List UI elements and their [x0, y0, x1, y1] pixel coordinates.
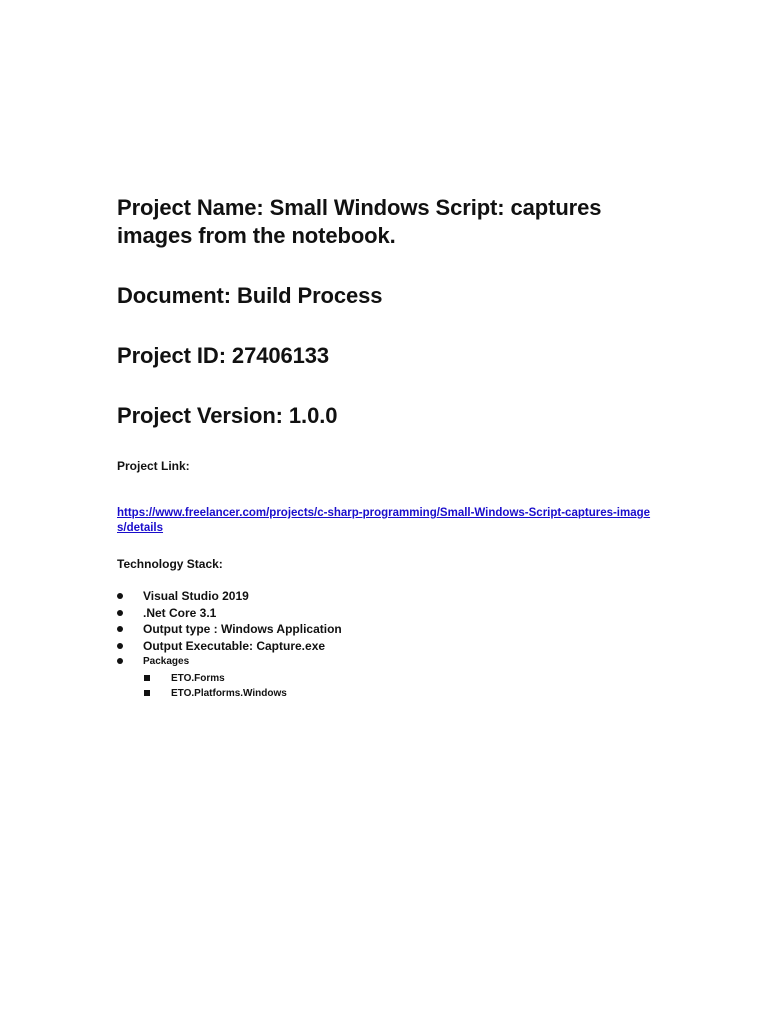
stack-item-label: Output Executable: Capture.exe — [143, 638, 326, 653]
stack-item-label: .Net Core 3.1 — [143, 605, 217, 620]
technology-stack-label: Technology Stack: — [117, 557, 223, 571]
bullet-icon — [117, 626, 123, 632]
project-version: Project Version: 1.0.0 — [117, 403, 338, 428]
stack-item-label: Visual Studio 2019 — [143, 589, 249, 603]
bullet-icon — [117, 658, 123, 664]
packages-label: Packages — [143, 656, 190, 667]
project-name-line-2: images from the notebook. — [117, 223, 396, 248]
document-title: Document: Build Process — [117, 283, 383, 308]
package-label: ETO.Forms — [171, 672, 225, 684]
packages-item — [117, 654, 342, 701]
square-bullet-icon — [144, 675, 150, 681]
bullet-icon — [117, 643, 123, 649]
stack-item-label: Output type : Windows Application — [143, 622, 342, 636]
technology-stack-list — [117, 588, 342, 701]
bullet-icon — [117, 610, 123, 616]
list-item — [117, 638, 342, 655]
list-item — [143, 671, 342, 686]
square-bullet-icon — [144, 690, 150, 696]
project-link-label: Project Link: — [117, 459, 190, 473]
list-item — [117, 621, 342, 638]
bullet-icon — [117, 593, 123, 599]
list-item — [143, 686, 342, 701]
project-name-line-1: Project Name: Small Windows Script: captures — [117, 195, 602, 220]
package-label: ETO.Platforms.Windows — [171, 687, 287, 699]
project-link[interactable]: https://www.freelancer.com/projects/c-sharp-programming/Small-Windows-Script-captures-images/details — [117, 507, 651, 534]
packages-list — [143, 671, 342, 701]
list-item — [117, 588, 342, 605]
project-id: Project ID: 27406133 — [117, 343, 330, 368]
list-item — [117, 605, 342, 622]
